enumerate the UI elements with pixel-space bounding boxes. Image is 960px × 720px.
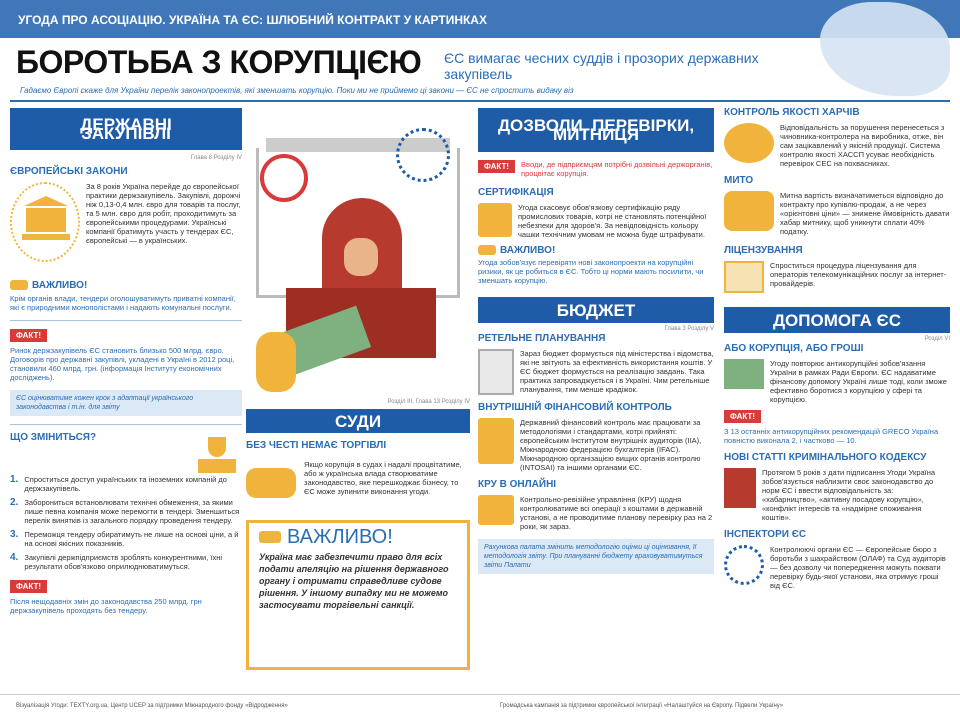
code-book-icon <box>724 468 756 508</box>
list-text: Закупівлі держпідприємств зроблять конкурентними, їхні результати обов'язково оприлюднюватимуться. <box>24 553 223 571</box>
fact-badge: ФАКТ! <box>724 410 761 423</box>
fact-text: З 13 останніх антикорупційних рекомендацій GRECO Україна повністю виконала 2, і частково — 10. <box>724 427 939 445</box>
hand-icon <box>478 245 496 255</box>
courts-subheading: БЕЗ ЧЕСТІ НЕМАЄ ТОРГІВЛІ <box>246 440 387 451</box>
divider <box>10 424 242 425</box>
intro-text: Гадаємо Європі скаже для України перелік законопроектів, які зменшать корупцію. Поки ми не приймемо ці закони — ЄС не спростить видачу віз <box>20 86 574 95</box>
changes-list <box>10 475 242 571</box>
inspectors-heading: ІНСПЕКТОРИ ЄС <box>724 529 807 540</box>
food-column <box>724 108 950 690</box>
courts-header: СУДИ <box>246 409 470 433</box>
important-label: ВАЖЛИВО! <box>500 244 556 256</box>
list-text: Спроститься доступ українських та іноземних компаній до держзакупівель. <box>24 475 227 493</box>
divider <box>10 100 950 102</box>
control-text: Державний фінансовий контроль має працювати за методологіями і стандартами, котрі прийняті: європейським Інститутом внутрішніх аудиторів (IIA), Міжнародною федерацією бухгалтерів (IFAC). Міжнародною організацією вищих органів контролю (INTOSAI) та іншими органами ЄС. <box>520 418 702 472</box>
judge-illustration <box>246 108 470 398</box>
document-icon <box>478 418 514 464</box>
chapter-label: Розділ III, Глава 13 Розділу IV <box>387 399 470 405</box>
plan-text: Зараз бюджет формується під міністерства і відомства, які не звітують за ефективність використання коштів. У ЄС бюджет формується на реалізацію завдань. Така практика запроваджується і в Україні. Чим ретельніше планування, тим менше крадіжок. <box>520 349 714 394</box>
no-bribe-icon <box>260 154 308 202</box>
list-number: 4. <box>10 552 19 563</box>
hand-icon <box>10 280 28 290</box>
cert-heading: СЕРТИФІКАЦІЯ <box>478 187 554 198</box>
fact-text: Після нещодавніх змін до законодавства 250 млрд. грн держзакупівель проходять без тендеру. <box>10 597 202 615</box>
control-heading: ВНУТРІШНІЙ ФІНАНСОВИЙ КОНТРОЛЬ <box>478 402 672 413</box>
chapter-label: Глава 3 Розділу V <box>664 326 714 332</box>
divider <box>10 320 242 321</box>
inspectors-text: Контролюючі органи ЄС — Європейське бюро з боротьби з шахрайством (ОЛАФ) та Суд аудиторів — без дозволу чи попередження можуть поквати перевірку будь-якої установи, яка отримує гроші від ЄС. <box>770 545 946 590</box>
coins-icon <box>724 191 774 231</box>
list-item <box>10 530 242 548</box>
eu-laws-heading: ЄВРОПЕЙСЬКІ ЗАКОНИ <box>10 166 128 177</box>
customs-text: Митна вартість визначатиметься відповідно до контракту про купівлю-продаж, а не через «орієнтовні ціни» — знижене ймовірність давати хабар митнику, щоб уникнути сплати 40% податку. <box>780 191 950 236</box>
list-number: 3. <box>10 529 19 540</box>
budget-header: БЮДЖЕТ <box>478 297 714 323</box>
list-item <box>10 475 242 493</box>
fact-badge: ФАКТ! <box>10 329 47 342</box>
food-text: Відповідальність за порушення перенесеться з чиновника-контролера на виробника, отже, він сам зацікавлений у якісній продукції. Система контролю якості ХАССП усуває необхідність перевірок СЕС на похвасниках. <box>780 123 945 168</box>
procurement-header: ДЕРЖАВНІ ЗАКУПІВЛІ <box>10 108 242 150</box>
courts-text: Якщо корупція в судах і надалі процвітатиме, або ж українська влада створюватиме законодавство, яке перешкоджає бізнесу, то ЄС може зупинити виконання угоди. <box>304 460 462 496</box>
food-heading: КОНТРОЛЬ ЯКОСТІ ХАРЧІВ <box>724 107 860 118</box>
courts-column <box>246 108 470 690</box>
list-number: 1. <box>10 474 19 485</box>
either-text: Угоду повторює антикорупційні зобов'язання України в рамках Ради Європи. ЄС надаватиме фінансову допомогу Україні лише тоді, коли зможе ефективно боротися з корупцією у сфері та корупцією. <box>770 359 947 404</box>
judge-head <box>344 238 378 276</box>
license-text: Спроститься процедура ліцензування для операторів телекомунікаційних послуг за інтернет-провайдерів. <box>770 261 947 288</box>
either-heading: АБО КОРУПЦІЯ, АБО ГРОШІ <box>724 343 864 354</box>
fact-text: Ринок держзакупівель ЄС становить близько 500 млрд. євро. Договорів про державні закупівлі, укладені в Україні в 2012 році, становили 460 млрд. грн. (інформація Інституту економічних досліджень). <box>10 346 235 382</box>
certificate-icon <box>478 203 512 237</box>
hand-icon <box>256 332 296 392</box>
criminal-code-heading: НОВІ СТАТТІ КРИМІНАЛЬНОГО КОДЕКСУ <box>724 452 927 463</box>
list-item <box>10 553 242 571</box>
handshake-icon <box>246 468 296 498</box>
permits-column <box>478 108 714 690</box>
what-changes-heading: ЩО ЗМІНИТЬСЯ? <box>10 432 97 443</box>
customs-heading: МИТО <box>724 175 754 186</box>
important-text: Україна має забезпечити право для всіх подати апеляцію на рішення державного органу і отримати справедливе судове рішення. У іншому випадку ми не можемо застосувати торгівельні санкції. <box>259 552 449 610</box>
fact-text: Вводи, де підприємцям потрібні дозвільні держорганів, процвітає корупція. <box>521 160 713 178</box>
trophy-icon <box>192 433 242 475</box>
list-item <box>10 498 242 525</box>
eu-stars-icon <box>396 128 450 182</box>
fact-badge: ФАКТ! <box>478 160 515 173</box>
chapter-label: Розділ VI <box>924 336 950 342</box>
footer-right: Громадська кампанія за підтримки європейської інтеграції «Налаштуйся на Європу. Підвели Україну» <box>500 703 784 709</box>
building-icon <box>10 182 80 272</box>
list-number: 2. <box>10 497 19 508</box>
plan-heading: РЕТЕЛЬНЕ ПЛАНУВАННЯ <box>478 333 606 344</box>
permits-header: ДОЗВОЛИ, ПЕРЕВІРКИ, МИТНИЦЯ <box>478 108 714 152</box>
important-box <box>246 520 470 670</box>
money-icon <box>724 359 764 389</box>
note-box: Рахункова палата змінить методологію оцінки ці оцінювання, її методологія звіту. При плануванні бюджету враховуватимуться звіти Палати <box>478 539 714 574</box>
important-label: ВАЖЛИВО! <box>32 279 88 291</box>
eu-laws-text: За 8 років Україна перейде до європейської практики держзакупівель. Закупівлі, дорожчі ніж 0,13-0,4 млн. євро для товарів та послуг, та 5 млн. євро для робіт, проходитимуть за європейськими процедурами. Українські компанії братимуть участь у тендерах ЄС, європейські — в українських. <box>86 182 241 245</box>
page-title: БОРОТЬБА З КОРУПЦІЄЮ <box>16 44 422 80</box>
eu-stars-icon <box>724 545 764 585</box>
note-box: ЄС оцінюватиме кожен крок з адаптації українського законодавства і т.ін. для звіту <box>10 390 242 416</box>
license-icon <box>724 261 764 293</box>
computer-icon <box>478 495 514 525</box>
list-text: Заборониться встановлювати технічні обмеження, за якими лише певна компанія може перемогти в тендері. Зменшиться перелік винятків із загального порядку проведення тендеру. <box>24 498 240 525</box>
page-subtitle: ЄС вимагає чесних суддів і прозорих державних закупівель <box>444 50 759 82</box>
criminal-code-text: Протягом 5 років з дати підписання Угоди Україна зобов'язується наблизити своє законодавство до норм ЄС і ввести відповідальність за: «хабарництво», «активну посадову корупцію», «конфлікт інтересів та «надмірне споживання коштів». <box>762 468 936 522</box>
license-heading: ЛІЦЕНЗУВАННЯ <box>724 245 803 256</box>
important-label: ВАЖЛИВО! <box>287 525 393 548</box>
footer-left: Візуалізація Угоди: TEXTY.org.ua, Центр UCEP за підтримки Міжнародного фонду «Відродження» <box>16 703 288 709</box>
hand-icon <box>259 531 281 543</box>
kru-text: Контрольно-ревізійне управління (КРУ) щодня контролюватиме всі операції з коштами в державній установі, а не проводитиме планову перевірку раз на 2 роки, як зараз. <box>520 495 713 531</box>
eu-map-icon <box>820 2 950 96</box>
footer <box>0 694 960 720</box>
important-text: Крім органів влади, тендери оголошуватимуть приватні компанії, які є природними монополістами і надають комунальні послуги. <box>10 294 236 312</box>
important-text: Угода зобов'язує перевіряти нові законопроекти на корупційні ризики, як це робиться в ЄС. Тобто ці норми мають посилити, чи зменшать корупцію. <box>478 258 704 285</box>
procurement-column <box>10 108 242 690</box>
top-banner: УГОДА ПРО АСОЦІАЦІЮ. УКРАЇНА ТА ЄС: ШЛЮБНИЙ КОНТРАКТ У КАРТИНКАХ <box>0 0 960 38</box>
fact-badge: ФАКТ! <box>10 580 47 593</box>
cert-text: Угода скасовує обов'язкову сертифікацію ряду промислових товарів, котрі не становлять потенційної небезпеки для здоров'я. За невідповідність кольору чашки технічним умовам не можна буде штрафувати. <box>518 203 707 239</box>
vegetables-icon <box>724 123 774 163</box>
chapter-label: Глава 8 Розділу IV <box>190 155 242 161</box>
kru-heading: КРУ В ОНЛАЙНІ <box>478 479 557 490</box>
aid-header: ДОПОМОГА ЄС <box>724 307 950 333</box>
list-text: Переможця тендеру обиратимуть не лише на основі ціни, а й на основі якісних показників. <box>24 530 239 548</box>
calculator-icon <box>478 349 514 395</box>
